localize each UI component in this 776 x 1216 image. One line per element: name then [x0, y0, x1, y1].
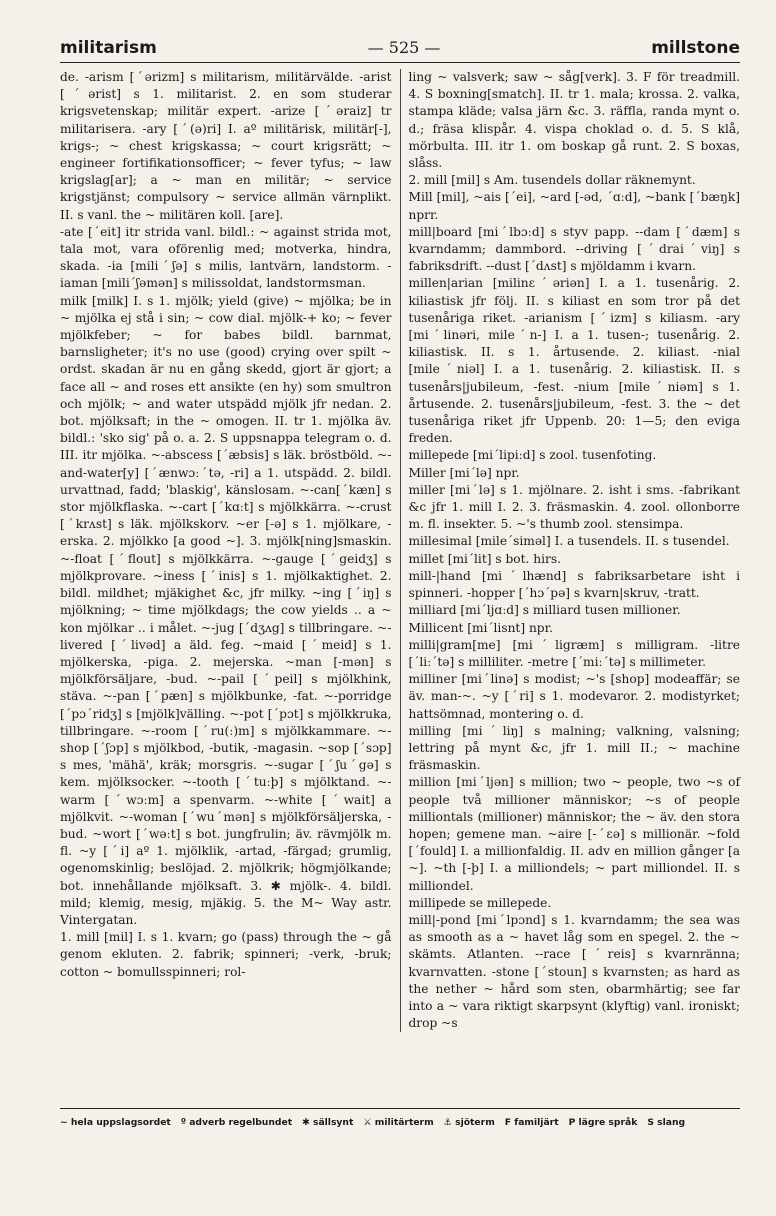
page-header	[60, 38, 740, 63]
entry: Miller [miˊlə] npr.	[408, 465, 520, 480]
entry: millen|arian [milinεˊəriən] I. a 1. tusenårig. 2. kiliastisk jfr följ. II. s kiliast en som tror på det tusenåriga riket. -arianism [ˊizm] s kiliasm. -ary [miˊlinəri, mileˊn-] I. a 1. tusen-; tusenårig. 2. kiliastisk. II. s 1. årtusende. 2. kiliast. -nial [mileˊniəl] I. a 1. tusenårig. 2. kiliastisk. II. s tusenårs|jubileum, -fest. -nium [mileˊniəm] s 1. årtusende. 2. tusenårs|jubileum, -fest. 3. the ~ det tusenåriga riket jfr Uppenb. 20: 1—5; den eviga freden.	[408, 276, 740, 446]
entry: milliner [miˊlinə] s modist; ~'s [shop] modeaffär; se äv. man-~. ~y [ˊri] s 1. modevaror. 2. modistyrket; hattsömnad, montering o. d.	[408, 672, 740, 721]
entry: milk [milk] I. s 1. mjölk; yield (give) ~ mjölka; be in ~ mjölka ej stå i sin; ~ cow dial. mjölk-+ ko; ~ fever mjölkfeber; ~ for babes bildl. barnmat, barnsligheter; it's no use (good) crying over spilt ~ ordst. skadan är nu en gång skedd, gjort är gjort; a face all ~ and roses ett ansikte (en hy) som smultron och mjölk; ~ and water utspädd mjölk jfr nedan. 2. bot. mjölksaft; in the ~ omogen. II. tr 1. mjölka äv. bildl.: 'sko sig' på o. a. 2. S uppsnappa telegram o. d. III. itr mjölka. ~-abscess [ˊæbsis] s läk. bröstböld. ~-and-water[y] [ˊænwɔːˊtə, -ri] a 1. utspädd. 2. bildl. urvattnad, fadd; 'blaskig', känslosam. ~-can[ˊkæn] s stor mjölkflaska. ~-cart [ˊkɑːt] s mjölkkärra. ~-crust [ˊkrʌst] s läk. mjölkskorv. ~er [-ə] s 1. mjölkare, -erska. 2. mjölkko [a good ~]. 3. mjölk[ning]smaskin. ~-float [ˊflout] s mjölkkärra. ~-gauge [ˊgeidʒ] s mjölkprovare. ~iness [ˊinis] s 1. mjölkaktighet. 2. bildl. mildhet; mjäkighet &c, jfr milky. ~ing [ˊiŋ] s mjölkning; ~ time mjölkdags; the cow yields .. a ~ kon mjölkar .. i målet. ~-jug [ˊdʒʌg] s tillbringare. ~-livered [ˊlivəd] a äld. feg. ~maid [ˊmeid] s 1. mjölkerska, -piga. 2. mejerska. ~man [-mən] s mjölkförsäljare, -bud. ~-pail [ˊpeil] s mjölkhink, stäva. ~-pan [ˊpæn] s mjölkbunke, -fat. ~-porridge [ˊpɔˊridʒ] s [mjölk]välling. ~-pot [ˊpɔt] s mjölkkruka, tillbringare. ~-room [ˊru(ː)m] s mjölkkammare. ~-shop [ˊʃɔp] s mjölkbod, -butik, -magasin. ~sop [ˊsɔp] s mes, 'mähä', kräk; morsgris. ~-sugar [ˊʃuˊgə] s kem. mjölksocker. ~-tooth [ˊtuːþ] s mjölktand. ~-warm [ˊwɔːm] a spenvarm. ~-white [ˊwait] a mjölkvit. ~-woman [ˊwuˊmən] s mjölkförsäljerska, -bud. ~wort [ˊwəːt] s bot. jungfrulin; äv. rävmjölk m. fl. ~y [ˊi] aº 1. mjölklik, -artad, -färgad; grumlig, ogenomskinlig; beslöjad. 2. mjölkrik; högmjölkande; bot. innehållande mjölksaft. 3. ✱ mjölk-. 4. bildl. mild; klemig, mesig, mjäkig. 5. the M~ Way astr. Vintergatan.	[60, 293, 392, 927]
legend-item: ✱ sällsynt	[302, 1117, 354, 1128]
entry: millipede se millepede.	[408, 895, 552, 910]
entry: 1. mill [mil] I. s 1. kvarn; go (pass) through the ~ gå genom ekluten. 2. fabrik; spinneri; -verk, -bruk; cotton ~ bomullsspinneri; rol-	[60, 930, 392, 979]
entry: miller [miˊlə] s 1. mjölnare. 2. isht i sms. -fabrikant &c jfr 1. mill I. 2. 3. fräsmaskin. 4. zool. ollonborre m. fl. insekter. 5. ~'s thumb zool. stensimpa.	[408, 482, 740, 532]
legend-item: ⚔ militärterm	[363, 1117, 434, 1128]
legend-item: º adverb regelbundet	[180, 1117, 293, 1128]
entry: milliard [miˊljɑːd] s milliard tusen millioner.	[408, 603, 681, 618]
guide-word-left: militarism	[60, 38, 157, 58]
entry: million [miˊljən] s million; two ~ people, two ~s of people två millioner människor; ~s of people milliontals (millioner) människor; the ~ äv. den stora hopen; gemene man. ~aire [-ˊεə] s millionär. ~fold [ˊfould] I. a millionfaldig. II. adv en million gånger [a ~]. ~th [-þ] I. a milliondels; ~ part milliondel. II. s milliondel.	[408, 775, 740, 893]
entry: ling ~ valsverk; saw ~ såg[verk]. 3. F för treadmill. 4. S boxning[smatch]. II. tr 1. mala; krossa. 2. valka, stampa kläde; valsa järn &c. 3. räffla, randa mynt o. d.; fräsa klispår. 4. vispa choklad o. d. 5. S klå, mörbulta. III. itr 1. om boskap gå runt. 2. S boxas, slåss.	[408, 70, 740, 171]
entry: millesimal [mileˊsiməl] I. a tusendels. II. s tusendel.	[408, 534, 730, 549]
entry: milling [miˊliŋ] s malning; valkning, valsning; lettring på mynt &c, jfr 1. mill II.; ~ machine fräsmaskin.	[408, 723, 740, 773]
entry: Mill [mil], ~ais [ˊei], ~ard [-əd, ˊɑːd], ~bank [ˊbæŋk] nprr.	[408, 190, 740, 222]
guide-word-right: millstone	[651, 38, 740, 58]
entry: -ate [ˊeit] itr strida vanl. bildl.: ~ against strida mot, tala mot, vara oförenlig med; motverka, hindra, skada. -ia [miliˊʃə] s milis, lantvärn, landstorm. -iaman [miliˊʃəmən] s milissoldat, landstormsman.	[60, 224, 392, 291]
legend-item: F familjärt	[504, 1117, 559, 1128]
entry: millepede [miˊlipiːd] s zool. tusenfoting.	[408, 448, 657, 463]
right-column	[400, 69, 741, 1032]
legend-item: S slang	[647, 1117, 686, 1128]
entry: Millicent [miˊlisnt] npr.	[408, 620, 553, 635]
entry: de. -arism [ˊərizm] s militarism, militärvälde. -arist [ˊərist] s 1. militarist. 2. en som studerar krigsvetenskap; militär expert. -arize [ˊəraiz] tr militarisera. -ary [ˊ(ə)ri] I. aº militärisk, militär[-], krigs-; ~ chest krigskassa; ~ court krigsrätt; ~ engineer fortifikationsofficer; ~ fever tyfus; ~ law krigslag[ar]; a ~ man en militär; ~ service krigstjänst; compulsory ~ service allmän värnplikt. II. s vanl. the ~ militären koll. [are].	[60, 70, 392, 222]
legend-item: ~ hela uppslagsordet	[60, 1117, 171, 1128]
entry: 2. mill [mil] s Am. tusendels dollar räknemynt.	[408, 173, 696, 188]
entry: mill|board [miˊlbɔːd] s styv papp. --dam [ˊdæm] s kvarndamm; dammbord. --driving [ˊdraiˊviŋ] s fabriksdrift. --dust [ˊdʌst] s mjöldamm i kvarn.	[408, 224, 740, 274]
page-number: — 525 —	[367, 38, 441, 57]
entry: mill|-pond [miˊlpɔnd] s 1. kvarndamm; the sea was as smooth as a ~ havet låg som en spegel. 2. the ~ skämts. Atlanten. --race [ˊreis] s kvarnränna; kvarnvatten. -stone [ˊstoun] s kvarnsten; as hard as the nether ~ hård som sten, obarmhärtig; see far into a ~ vara riktigt skarpsynt (klyftig) vanl. ironiskt; drop ~s	[408, 912, 740, 1031]
entry: mill-|hand [miˊlhænd] s fabriksarbetare isht i spinneri. -hopper [ˊhɔˊpə] s kvarn|skruv, -tratt.	[408, 568, 740, 601]
legend-item: ⚓ sjöterm	[443, 1117, 495, 1128]
left-column	[60, 69, 400, 1032]
legend-item: P lägre språk	[568, 1117, 638, 1128]
entry: millet [miˊlit] s bot. hirs.	[408, 551, 561, 566]
entry-columns	[60, 69, 740, 1032]
entry: milli|gram[me] [miˊligræm] s milligram. -litre [ˊliːˊtə] s milliliter. -metre [ˊmiːˊtə] s millimeter.	[408, 637, 740, 669]
symbol-legend	[60, 1108, 740, 1128]
